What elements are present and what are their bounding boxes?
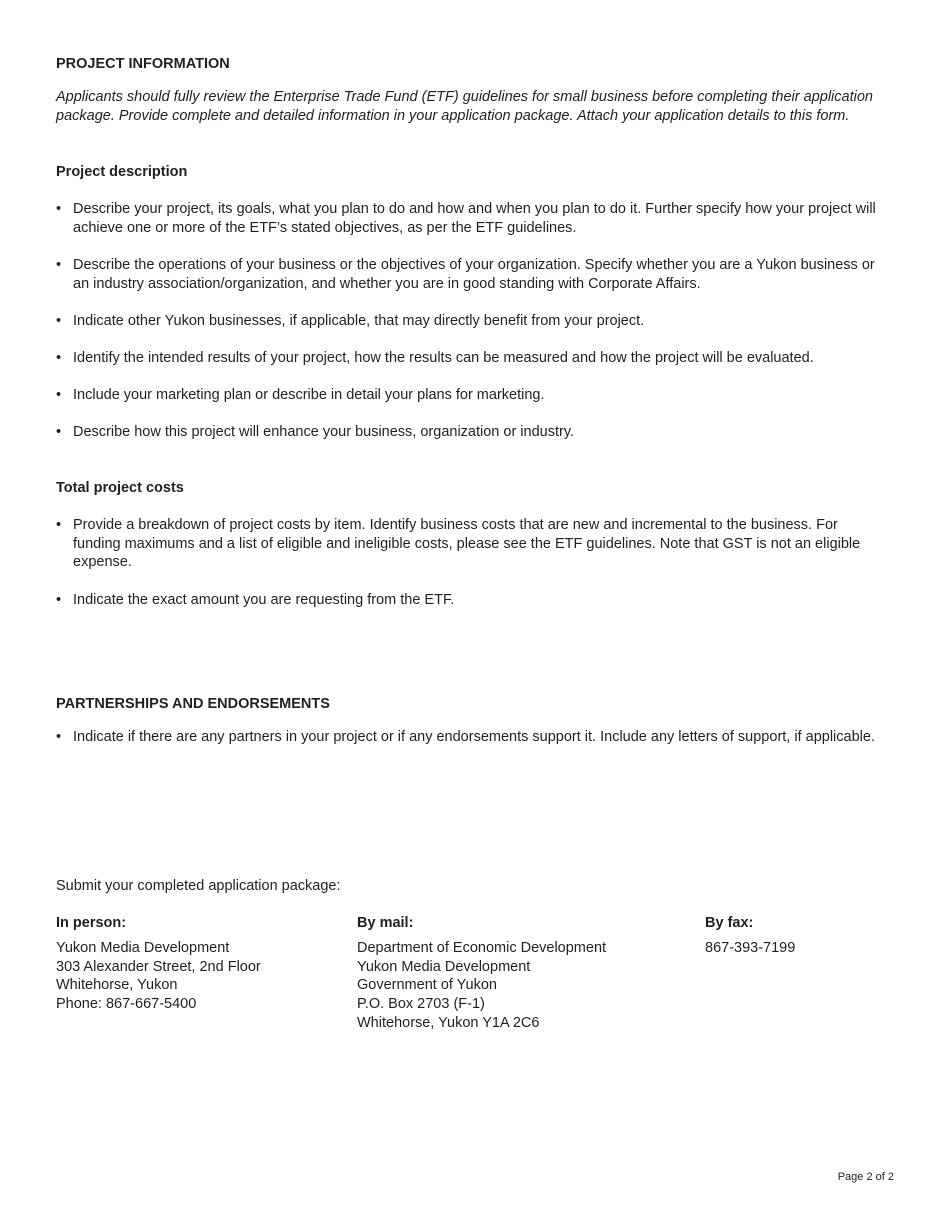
in-person-label: In person: xyxy=(56,915,127,931)
by-fax-column xyxy=(705,914,885,958)
fax-number xyxy=(705,939,885,958)
list-item xyxy=(56,200,886,237)
address-line: Whitehorse, Yukon Y1A 2C6 xyxy=(357,1014,540,1031)
total-project-costs-heading: Total project costs xyxy=(56,480,184,496)
project-information-heading: PROJECT INFORMATION xyxy=(56,56,230,72)
address-line: Department of Economic Development xyxy=(357,940,607,956)
by-mail-column xyxy=(357,914,687,1033)
bullet-icon: • xyxy=(56,517,62,533)
list-item xyxy=(56,256,886,293)
list-item-text: Describe the operations of your business or the objectives of your organization. Specify whether you are a Yukon business or an industry association/organization, and whether you are in good standing with Corporate Affairs. xyxy=(73,257,875,292)
list-item-text: Indicate other Yukon businesses, if applicable, that may directly benefit from your project. xyxy=(73,313,645,329)
project-information-intro: Applicants should fully review the Enterprise Trade Fund (ETF) guidelines for small business before completing their application package. Provide complete and detailed information in your application package. Attach your application details to this form. xyxy=(56,89,873,124)
list-item xyxy=(56,516,886,572)
project-description-heading: Project description xyxy=(56,164,188,180)
list-item xyxy=(56,728,886,747)
fax-line: 867-393-7199 xyxy=(705,940,796,956)
in-person-column xyxy=(56,914,346,1014)
list-item-text: Describe your project, its goals, what you plan to do and how and when you plan to do it. Further specify how your project will achieve one or more of the ETF’s stated objectives, as per the ETF guidelines. xyxy=(73,201,876,236)
list-item-text: Include your marketing plan or describe in detail your plans for marketing. xyxy=(73,387,545,403)
bullet-icon: • xyxy=(56,201,62,217)
in-person-address xyxy=(56,939,346,1014)
page-number: Page 2 of 2 xyxy=(837,1171,894,1183)
bullet-icon: • xyxy=(56,592,62,608)
mail-address xyxy=(357,939,687,1033)
bullet-icon: • xyxy=(56,257,62,273)
phone-line: Phone: 867-667-5400 xyxy=(56,996,197,1013)
list-item xyxy=(56,349,886,368)
address-line: Whitehorse, Yukon xyxy=(56,977,178,994)
list-item xyxy=(56,591,886,610)
bullet-icon: • xyxy=(56,729,62,745)
bullet-icon: • xyxy=(56,350,62,366)
address-line: Government of Yukon xyxy=(357,977,497,994)
address-line: P.O. Box 2703 (F-1) xyxy=(357,996,485,1013)
list-item xyxy=(56,423,886,442)
list-item-text: Provide a breakdown of project costs by item. Identify business costs that are new and incremental to the business. For funding maximums and a list of eligible and ineligible costs, please see the ETF guidelines. Note that GST is not an eligible expense. xyxy=(73,517,861,571)
bullet-icon: • xyxy=(56,387,62,403)
bullet-icon: • xyxy=(56,424,62,440)
by-mail-label: By mail: xyxy=(357,915,414,931)
list-item xyxy=(56,386,886,405)
address-line: Yukon Media Development xyxy=(357,958,531,975)
submission-intro: Submit your completed application package: xyxy=(56,878,341,894)
list-item xyxy=(56,312,886,331)
address-line: Yukon Media Development xyxy=(56,940,230,956)
list-item-text: Describe how this project will enhance your business, organization or industry. xyxy=(73,424,575,440)
partnerships-heading: PARTNERSHIPS AND ENDORSEMENTS xyxy=(56,696,330,712)
bullet-icon: • xyxy=(56,313,62,329)
address-line: 303 Alexander Street, 2nd Floor xyxy=(56,958,261,975)
list-item-text: Identify the intended results of your project, how the results can be measured and how the project will be evaluated. xyxy=(73,350,814,366)
list-item-text: Indicate if there are any partners in your project or if any endorsements support it. Include any letters of support, if applicable. xyxy=(73,729,875,745)
by-fax-label: By fax: xyxy=(705,915,754,931)
list-item-text: Indicate the exact amount you are requesting from the ETF. xyxy=(73,592,455,608)
